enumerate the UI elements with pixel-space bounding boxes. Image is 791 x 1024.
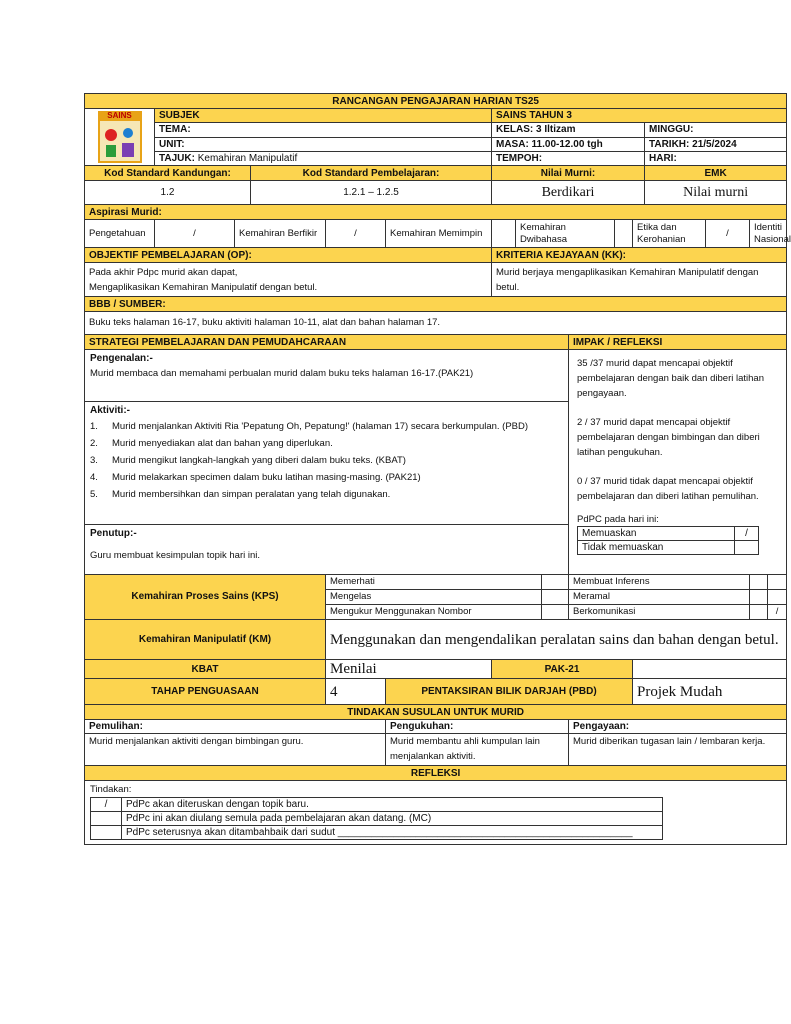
option-text: PdPc ini akan diulang semula pada pembelajaran akan datang. (MC) <box>122 812 663 826</box>
aspirasi-item-label: Kemahiran Memimpin <box>386 220 492 248</box>
table-row <box>91 812 663 826</box>
sains-logo <box>85 109 155 166</box>
kps-item: Mengukur Menggunakan Nombor <box>326 605 542 620</box>
option-text: PdPc seterusnya akan ditambahbaik dari sudut _____________________________________________________ <box>122 826 663 840</box>
emk-label: EMK <box>645 166 787 181</box>
kod-sp-value: 1.2.1 – 1.2.5 <box>251 181 492 205</box>
aktiviti-label: Aktiviti:- <box>90 405 130 416</box>
kps-blank <box>750 605 768 620</box>
masa-value: MASA: 11.00-12.00 tgh <box>492 137 645 151</box>
subjek-label: SUBJEK <box>155 109 492 123</box>
pengukuhan-text: Murid membantu ahli kumpulan lain menjalankan aktiviti. <box>386 734 569 766</box>
page-title: RANCANGAN PENGAJARAN HARIAN TS25 <box>85 94 787 109</box>
kod-sk-label: Kod Standard Kandungan: <box>85 166 251 181</box>
aspirasi-item-mark <box>615 220 633 248</box>
option-text: PdPc akan diteruskan dengan topik baru. <box>122 798 663 812</box>
kk-label: KRITERIA KEJAYAAN (KK): <box>492 248 787 263</box>
memuaskan-mark: / <box>735 527 759 541</box>
penutup-label: Penutup:- <box>90 528 137 539</box>
lesson-plan-table <box>84 93 791 845</box>
bbb-text: Buku teks halaman 16-17, buku aktiviti halaman 10-11, alat dan bahan halaman 17. <box>85 312 787 335</box>
aspirasi-item-mark: / <box>326 220 386 248</box>
pengukuhan-label: Pengukuhan: <box>386 720 569 734</box>
aspirasi-item-label: Etika dan Kerohanian <box>633 220 706 248</box>
aspirasi-item-mark: / <box>706 220 750 248</box>
kps-blank <box>768 575 787 590</box>
tarikh-value: TARIKH: 21/5/2024 <box>645 137 787 151</box>
strategi-body <box>85 350 569 575</box>
aspirasi-item-label: Kemahiran Dwibahasa <box>516 220 615 248</box>
kps-item: Membuat Inferens <box>569 575 750 590</box>
kbat-label: KBAT <box>85 660 326 679</box>
lesson-plan-document <box>84 93 791 845</box>
subjek-value: SAINS TAHUN 3 <box>492 109 787 123</box>
refleksi-body <box>85 781 787 845</box>
kps-mark <box>542 575 569 590</box>
kps-item: Berkomunikasi <box>569 605 750 620</box>
minggu-label: MINGGU: <box>645 123 787 137</box>
aspirasi-item-mark: / <box>155 220 235 248</box>
tidak-memuaskan-label: Tidak memuaskan <box>578 541 735 555</box>
aspirasi-item-mark <box>492 220 516 248</box>
op-label: OBJEKTIF PEMBELAJARAN (OP): <box>85 248 492 263</box>
tindakan-label: TINDAKAN SUSULAN UNTUK MURID <box>85 705 787 720</box>
nilai-murni-value: Berdikari <box>492 181 645 205</box>
tahap-label: TAHAP PENGUASAAN <box>85 679 326 705</box>
km-text: Menggunakan dan mengendalikan peralatan sains dan bahan dengan betul. <box>326 620 787 660</box>
kps-label: Kemahiran Proses Sains (KPS) <box>85 575 326 620</box>
table-row <box>91 826 663 840</box>
tempoh-label: TEMPOH: <box>492 151 645 165</box>
kps-mark <box>750 575 768 590</box>
pdpc-label: PdPC pada hari ini: <box>577 514 659 525</box>
tajuk-label: TAJUK: <box>159 152 195 164</box>
kps-mark <box>542 605 569 620</box>
pbd-value: Projek Mudah <box>633 679 787 705</box>
bbb-label: BBB / SUMBER: <box>85 297 787 312</box>
aktiviti-section <box>85 402 568 525</box>
list-item: 5. Murid membersihkan dan simpan peralatan yang telah digunakan. <box>90 489 391 500</box>
option-mark: / <box>91 798 122 812</box>
op-line-1: Pada akhir Pdpc murid akan dapat, <box>89 266 238 278</box>
kps-item: Memerhati <box>326 575 542 590</box>
kps-item: Meramal <box>569 590 750 605</box>
pbd-label: PENTAKSIRAN BILIK DARJAH (PBD) <box>386 679 633 705</box>
kps-mark <box>750 590 768 605</box>
refleksi-options <box>90 797 663 840</box>
tajuk-value: Kemahiran Manipulatif <box>197 152 298 164</box>
emk-value: Nilai murni <box>645 181 787 205</box>
unit-label: UNIT: <box>155 137 492 151</box>
list-item: 2. Murid menyediakan alat dan bahan yang diperlukan. <box>90 438 333 449</box>
logo-text: SAINS <box>107 111 132 120</box>
tema-label: TEMA: <box>155 123 492 137</box>
list-item: 1. Murid menjalankan Aktiviti Ria 'Pepatung Oh, Pepatung!' (halaman 17) secara berkumpulan. (PBD) <box>90 421 529 432</box>
hari-label: HARI: <box>645 151 787 165</box>
penutup-section <box>85 525 568 564</box>
pengayaan-text: Murid diberikan tugasan lain / lembaran kerja. <box>569 734 787 766</box>
list-item: 4. Murid melakarkan specimen dalam buku latihan masing-masing. (PAK21) <box>90 472 421 483</box>
kbat-value: Menilai <box>326 660 492 679</box>
kod-sp-label: Kod Standard Pembelajaran: <box>251 166 492 181</box>
tajuk-cell <box>155 151 492 165</box>
refleksi-label: REFLEKSI <box>85 766 787 781</box>
kod-sk-value: 1.2 <box>85 181 251 205</box>
impak-body <box>569 350 787 575</box>
impak-label: IMPAK / REFLEKSI <box>569 335 787 350</box>
pak21-value <box>633 660 787 679</box>
impak-1: 35 /37 murid dapat mencapai objektif pembelajaran dengan baik dan diberi latihan pengayaan. <box>577 358 764 399</box>
pak21-label: PAK-21 <box>492 660 633 679</box>
aspirasi-item-label: Identiti Nasional <box>750 220 787 248</box>
aspirasi-label: Aspirasi Murid: <box>85 205 787 220</box>
aspirasi-item-label: Kemahiran Berfikir <box>235 220 326 248</box>
impak-3: 0 / 37 murid tidak dapat mencapai objektif pembelajaran dan diberi latihan pemulihan. <box>577 476 759 502</box>
pemulihan-text: Murid menjalankan aktiviti dengan bimbingan guru. <box>85 734 386 766</box>
strategi-label: STRATEGI PEMBELAJARAN DAN PEMUDAHCARAAN <box>85 335 569 350</box>
pengenalan-section <box>85 350 568 402</box>
kk-text: Murid berjaya mengaplikasikan Kemahiran Manipulatif dengan betul. <box>492 263 787 297</box>
op-text <box>85 263 492 297</box>
aktiviti-list <box>90 419 563 502</box>
tidak-memuaskan-mark <box>735 541 759 555</box>
op-line-2: Mengaplikasikan Kemahiran Manipulatif dengan betul. <box>89 281 318 293</box>
kps-item: Mengelas <box>326 590 542 605</box>
tindakan-label-text: Tindakan: <box>90 784 132 795</box>
penutup-text: Guru membuat kesimpulan topik hari ini. <box>90 550 261 561</box>
impak-2: 2 / 37 murid dapat mencapai objektif pembelajaran dengan bimbingan dan diberi latihan pengukuhan. <box>577 417 760 458</box>
pemulihan-label: Pemulihan: <box>85 720 386 734</box>
kps-blank <box>768 590 787 605</box>
km-label: Kemahiran Manipulatif (KM) <box>85 620 326 660</box>
pengayaan-label: Pengayaan: <box>569 720 787 734</box>
pengenalan-label: Pengenalan:- <box>90 353 153 364</box>
memuaskan-label: Memuaskan <box>578 527 735 541</box>
aspirasi-item-label: Pengetahuan <box>85 220 155 248</box>
kelas-value: KELAS: 3 Iltizam <box>492 123 645 137</box>
table-row <box>91 798 663 812</box>
kps-mark <box>542 590 569 605</box>
option-mark <box>91 826 122 840</box>
pdpc-table <box>577 526 759 555</box>
kps-mark: / <box>768 605 787 620</box>
list-item: 3. Murid mengikut langkah-langkah yang diberi dalam buku teks. (KBAT) <box>90 455 406 466</box>
pengenalan-text: Murid membaca dan memahami perbualan murid dalam buku teks halaman 16-17.(PAK21) <box>90 368 474 379</box>
nilai-murni-label: Nilai Murni: <box>492 166 645 181</box>
option-mark <box>91 812 122 826</box>
tahap-value: 4 <box>326 679 386 705</box>
